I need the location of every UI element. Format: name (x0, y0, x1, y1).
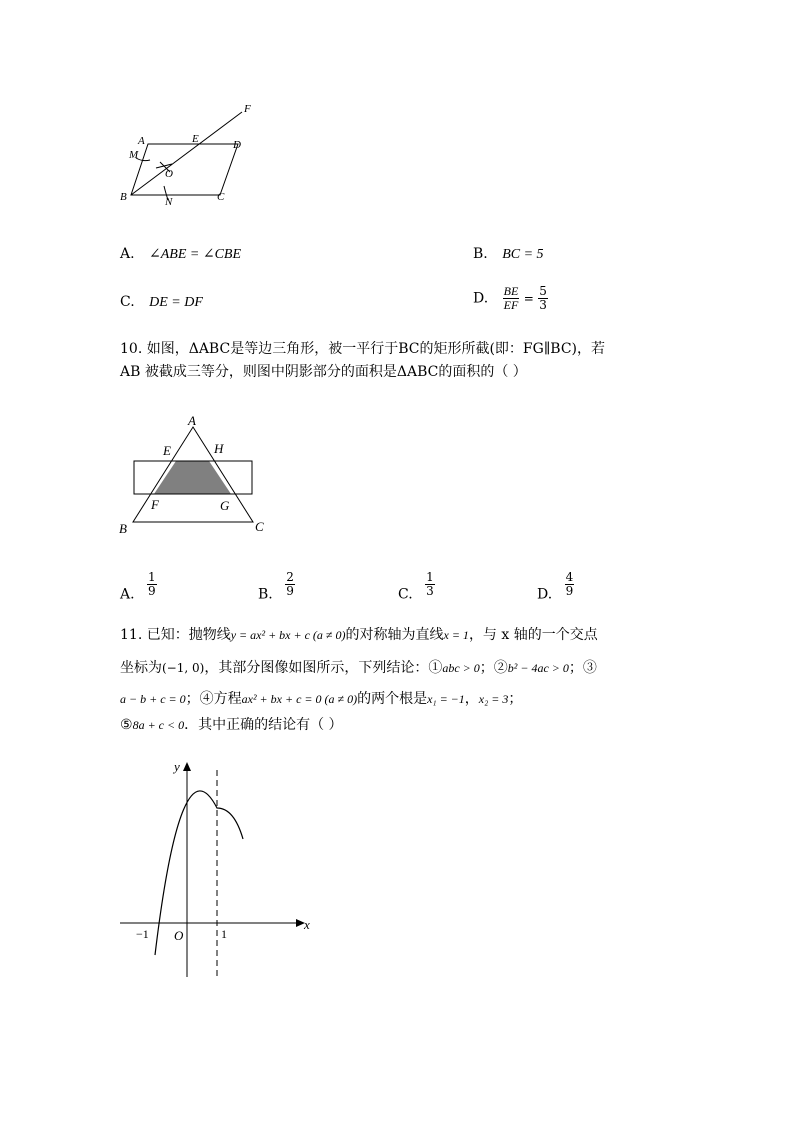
q11-text: ；③ (568, 660, 597, 676)
numerator: BE (503, 284, 519, 298)
q11-text: ，其部分图像如图所示，下列结论：① (204, 660, 443, 676)
denominator: 9 (565, 584, 574, 598)
q10-line-2: AB 被截成三等分，则图中阴影部分的面积是ΔABC的面积的（ ） (120, 364, 527, 380)
line-bf (131, 112, 242, 195)
conclusion-5: 8a + c < 0 (132, 718, 185, 732)
q11-text: ； (508, 691, 523, 707)
label-f: F (151, 497, 159, 512)
label-a: A (188, 413, 196, 428)
intersection-point: (−1, 0) (162, 661, 205, 675)
parallelogram-abcd (131, 144, 238, 195)
conclusion-3: a − b + c = 0 (120, 692, 186, 706)
fraction-5-3 (538, 285, 548, 312)
root-1: x₁ = −1 (427, 692, 465, 706)
denominator: 9 (148, 584, 156, 598)
label-a: A (138, 135, 145, 147)
label-e: E (192, 133, 199, 145)
q10-option-a[interactable] (120, 571, 157, 604)
axis-equation: x = 1 (443, 628, 469, 642)
q10-figure (115, 408, 285, 538)
label-b: B (119, 521, 127, 536)
parabola-curve (155, 791, 243, 955)
q11-text: ；② (479, 660, 508, 676)
numerator: 1 (426, 570, 434, 584)
label-neg1: −1 (136, 927, 149, 941)
root-2: x₂ = 3 (478, 692, 509, 706)
equation-4: ax² + bx + c = 0 (a ≠ 0) (241, 692, 358, 706)
q11-text: 坐标为 (120, 660, 162, 676)
q11-text: 的对称轴为直线 (345, 627, 444, 643)
q9-option-b[interactable] (473, 245, 544, 264)
equals-sign: = (523, 291, 534, 306)
label-c: C (255, 519, 264, 534)
conclusion-1: abc > 0 (442, 661, 480, 675)
label-n: N (165, 196, 173, 208)
option-letter: D. (537, 586, 553, 603)
q10-option-c[interactable] (398, 571, 435, 604)
label-1: 1 (221, 927, 227, 941)
q11-text: ；④方程 (185, 691, 242, 707)
option-text: ∠ABE = ∠CBE (149, 247, 242, 262)
y-axis-arrow (183, 762, 191, 771)
label-y: y (174, 759, 180, 774)
q11-text: ，与 x 轴的一个交点 (468, 627, 598, 643)
option-letter: A. (120, 246, 135, 262)
label-x: x (304, 917, 310, 932)
q11-text: 的两个根是 (357, 691, 428, 707)
option-text: DE = DF (149, 295, 203, 310)
numerator: 5 (539, 284, 547, 298)
q11-text: ， (464, 691, 479, 707)
q10-option-b[interactable] (258, 571, 295, 604)
option-fraction (425, 571, 435, 598)
shaded-trapezoid (154, 461, 231, 494)
q11-line-4 (120, 716, 343, 734)
label-g: G (220, 498, 230, 513)
option-fraction (285, 571, 295, 598)
q9-option-a[interactable] (120, 245, 241, 264)
option-letter: B. (473, 246, 488, 262)
line-bd (131, 144, 238, 195)
fraction-be-ef (503, 285, 520, 312)
numerator: 2 (286, 570, 294, 584)
q11-line-3 (120, 690, 522, 708)
q9-figure (110, 100, 290, 220)
q10-line-1: 10. 如图，ΔABC是等边三角形，被一平行于BC的矩形所截(即：FG∥BC)，若 (120, 341, 606, 357)
option-letter: B. (258, 586, 273, 603)
label-e: E (163, 443, 171, 458)
label-origin: O (174, 928, 184, 943)
denominator: 3 (539, 298, 547, 312)
q9-option-c[interactable] (120, 293, 203, 312)
option-text: BC = 5 (502, 247, 544, 262)
option-letter: D. (473, 290, 489, 307)
denominator: 9 (286, 584, 294, 598)
numerator: 4 (565, 570, 574, 584)
label-c: C (217, 191, 225, 203)
q11-text: ．其中正确的结论有（ ） (184, 717, 343, 733)
option-fraction (147, 571, 157, 598)
label-d: D (233, 139, 241, 151)
option-letter: C. (120, 294, 135, 310)
q9-option-d[interactable] (473, 285, 548, 312)
q11-line-2 (120, 659, 597, 677)
label-f: F (244, 103, 251, 115)
conclusion-2: b² − 4ac > 0 (507, 661, 569, 675)
option-letter: A. (120, 586, 135, 603)
label-o: O (165, 168, 173, 180)
q11-line-1 (120, 626, 598, 644)
parabola-equation: y = ax² + bx + c (a ≠ 0) (230, 628, 346, 642)
option-fraction (565, 571, 575, 598)
option-letter: C. (398, 586, 413, 603)
q11-intro: 11. 已知：抛物线 (120, 627, 231, 643)
label-h: H (214, 441, 224, 456)
denominator: 3 (426, 584, 434, 598)
q11-text: ⑤ (120, 717, 133, 733)
denominator: EF (503, 298, 519, 312)
label-m: M (129, 149, 139, 161)
numerator: 1 (148, 570, 156, 584)
label-b: B (120, 191, 127, 203)
q10-option-d[interactable] (537, 571, 574, 604)
q11-parabola-graph (110, 755, 320, 985)
